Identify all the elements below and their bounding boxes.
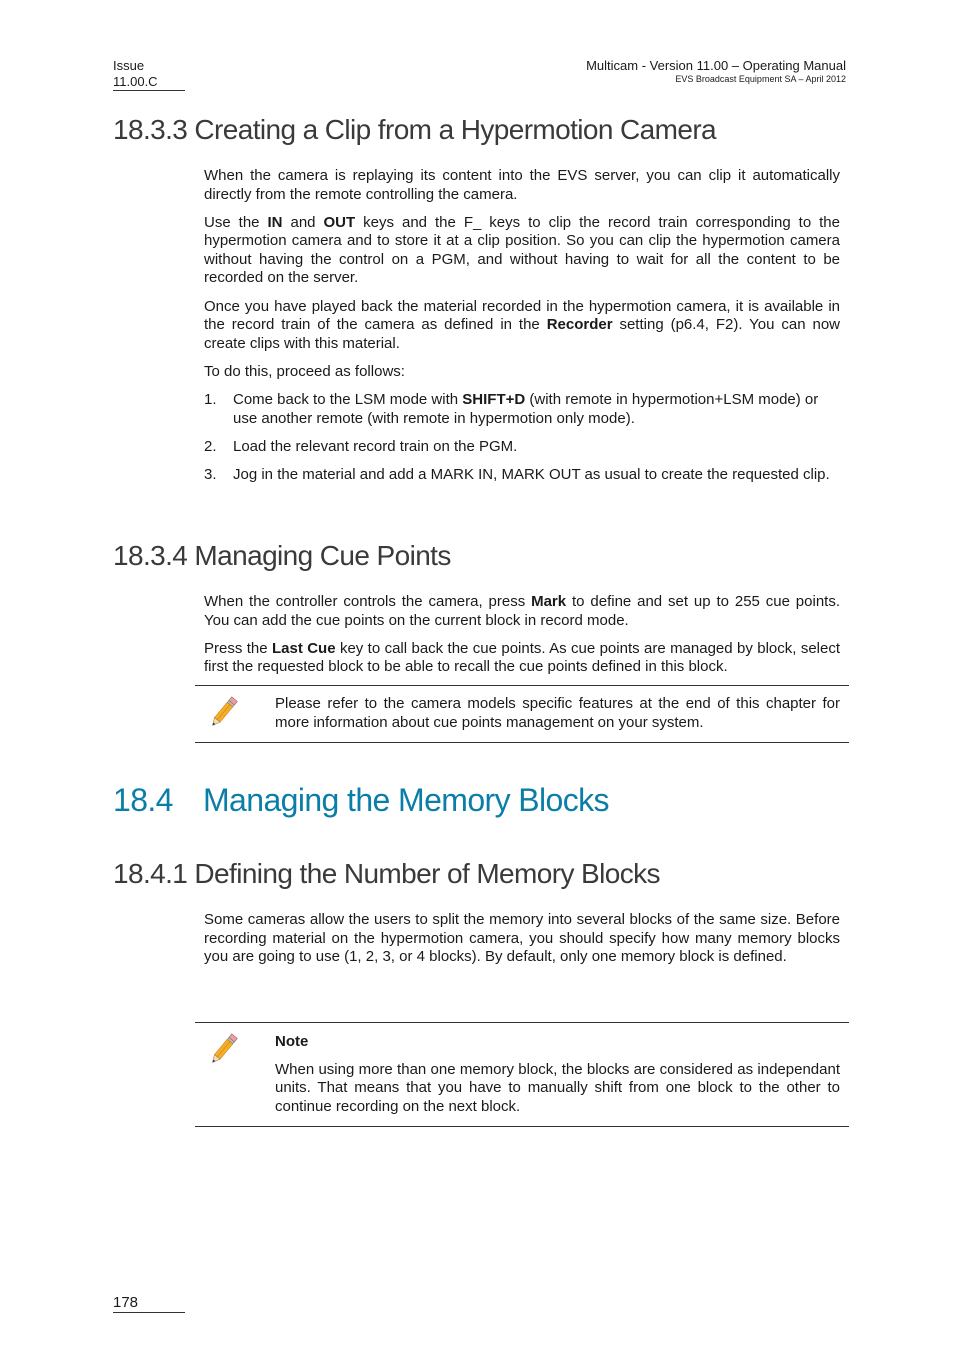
paragraph: When the controller controls the camera, press Mark to define and set up to 255 cue points. You can add the cue points on the current block in record mode. <box>204 593 841 629</box>
note-text: Please refer to the camera models specific features at the end of this chapter for more information about cue points management on your system. <box>275 695 840 731</box>
list-item: 3. Jog in the material and add a MARK IN, MARK OUT as usual to create the requested clip. <box>204 465 830 483</box>
section-18-3-3-body <box>204 167 840 494</box>
paragraph: Use the IN and OUT keys and the F_ keys to clip the record train corresponding to the hypermotion camera and to store it at a clip position. So you can clip the hypermotion camera without having the control on a PGM, and without having to wait for all the content to be recorded on the server. <box>204 213 840 287</box>
steps-list <box>204 391 840 484</box>
paragraph: When the camera is replaying its content into the EVS server, you can clip it automatically directly from the remote controlling the camera. <box>204 167 840 203</box>
pencil-icon <box>205 695 241 731</box>
note-box <box>195 1022 849 1127</box>
paragraph: Once you have played back the material recorded in the hypermotion camera, it is available in the record train of the camera as defined in the Recorder setting (p6.4, F2). You can now create clips with this material. <box>204 297 841 352</box>
heading-18-4: 18.4 Managing the Memory Blocks <box>113 782 609 818</box>
pencil-icon <box>205 1032 241 1068</box>
manual-title: Multicam - Version 11.00 – Operating Manual <box>586 58 846 73</box>
footer <box>113 1294 185 1313</box>
paragraph: Some cameras allow the users to split the memory into several blocks of the same size. Before recording material on the hypermotion camera, you should specify how many memory blocks you are going to use (1, 2, 3, or 4 blocks). By default, only one memory block is defined. <box>204 911 840 966</box>
section-18-3-4-body <box>204 593 840 686</box>
publisher: EVS Broadcast Equipment SA – April 2012 <box>675 74 846 84</box>
note-text: When using more than one memory block, the blocks are considered as independant units. That means that you have to manually shift from one block to the other to continue recording on the next block. <box>275 1060 840 1115</box>
section-18-4-1-body <box>204 911 840 976</box>
header-title <box>586 58 846 85</box>
note-box <box>195 685 849 743</box>
header-issue <box>113 58 185 91</box>
paragraph: To do this, proceed as follows: <box>204 362 405 380</box>
heading-18-4-1: 18.4.1 Defining the Number of Memory Blocks <box>113 858 660 889</box>
note-title: Note <box>275 1033 309 1050</box>
issue-number: 11.00.C <box>113 74 158 89</box>
footer-rule <box>113 1312 185 1313</box>
list-item: 1. Come back to the LSM mode with SHIFT+D (with remote in hypermotion+LSM mode) or use another remote (with remote in hypermotion only mode). <box>204 390 819 427</box>
note-content <box>275 1023 840 1116</box>
header-rule <box>113 90 185 91</box>
list-item: 2. Load the relevant record train on the PGM. <box>204 437 518 455</box>
page-number: 178 <box>113 1294 139 1311</box>
issue-label: Issue <box>113 58 145 73</box>
heading-18-3-3: 18.3.3 Creating a Clip from a Hypermotion Camera <box>113 114 717 145</box>
heading-18-3-4: 18.3.4 Managing Cue Points <box>113 540 451 571</box>
paragraph: Press the Last Cue key to call back the cue points. As cue points are managed by block, select first the requested block to be able to recall the cue points defined in this block. <box>204 639 840 676</box>
